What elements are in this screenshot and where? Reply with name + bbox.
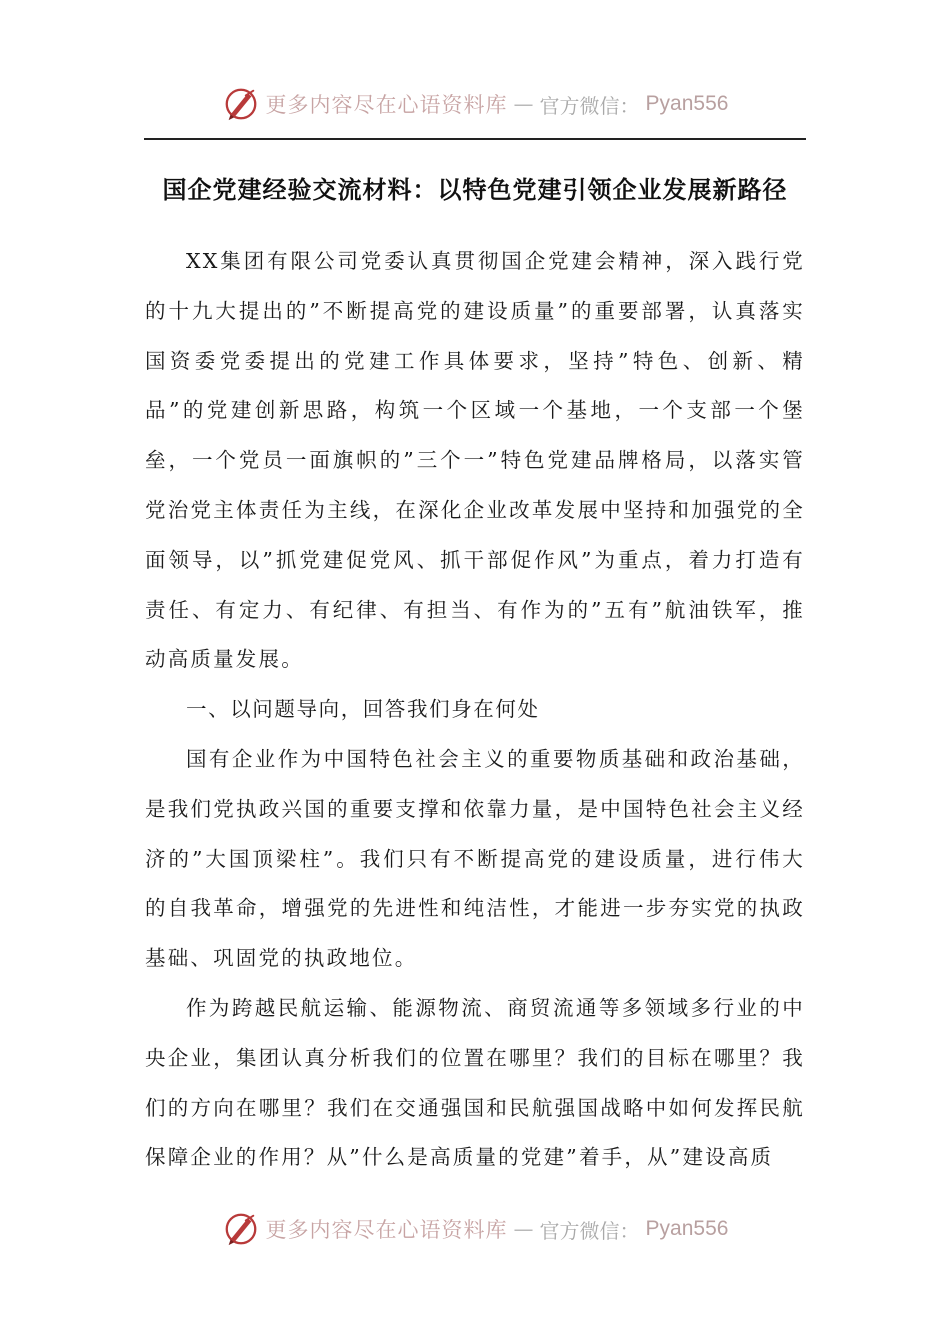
banner-wechat-label: 官方微信： (539, 93, 640, 118)
banner-wechat-id: Pyan556 (645, 1217, 729, 1240)
document-body (145, 237, 805, 1183)
paragraph: 作为跨越民航运输、能源物流、商贸流通等多领域多行业的中央企业，集团认真分析我们的位置在哪里？我们的目标在哪里？我们的方向在哪里？我们在交通强国和民航强国战略中如何发挥民航保障企业的作用？从”什么是高质量的党建”着手，从”建设高质 (145, 995, 805, 1170)
banner-wechat-label: 官方微信： (539, 1218, 640, 1243)
paragraph: 国有企业作为中国特色社会主义的重要物质基础和政治基础，是我们党执政兴国的重要支撑和依靠力量，是中国特色社会主义经济的”大国顶梁柱”。我们只有不断提高党的建设质量，进行伟大的自我革命，增强党的先进性和纯洁性，才能进一步夯实党的执政基础、巩固党的执政地位。 (145, 746, 805, 971)
banner-site-name: 更多内容尽在心语资料库 (265, 93, 508, 117)
document-title: 国企党建经验交流材料：以特色党建引领企业发展新路径 (162, 176, 788, 204)
footer-banner (0, 1207, 950, 1251)
header-banner (0, 82, 950, 126)
pen-logo-icon (222, 1210, 260, 1248)
paragraph: XX集团有限公司党委认真贯彻国企党建会精神，深入践行党的十九大提出的”不断提高党的建设质量”的重要部署，认真落实国资委党委提出的党建工作具体要求，坚持”特色、创新、精品”的党建创新思路，构筑一个区域一个基地，一个支部一个堡垒，一个党员一面旗帜的”三个一”特色党建品牌格局，以落实管党治党主体责任为主线，在深化企业改革发展中坚持和加强党的全面领导，以”抓党建促党风、抓干部促作风”为重点，着力打造有责任、有定力、有纪律、有担当、有作为的”五有”航油铁军，推动高质量发展。 (145, 249, 805, 672)
banner-separator: — (513, 92, 534, 116)
banner-separator: — (513, 1217, 534, 1241)
header-divider (144, 138, 806, 140)
section-heading: 一、以问题导向，回答我们身在何处 (186, 697, 540, 722)
pen-logo-icon (222, 85, 260, 123)
banner-site-name: 更多内容尽在心语资料库 (265, 1218, 508, 1242)
banner-wechat-id: Pyan556 (645, 92, 729, 115)
